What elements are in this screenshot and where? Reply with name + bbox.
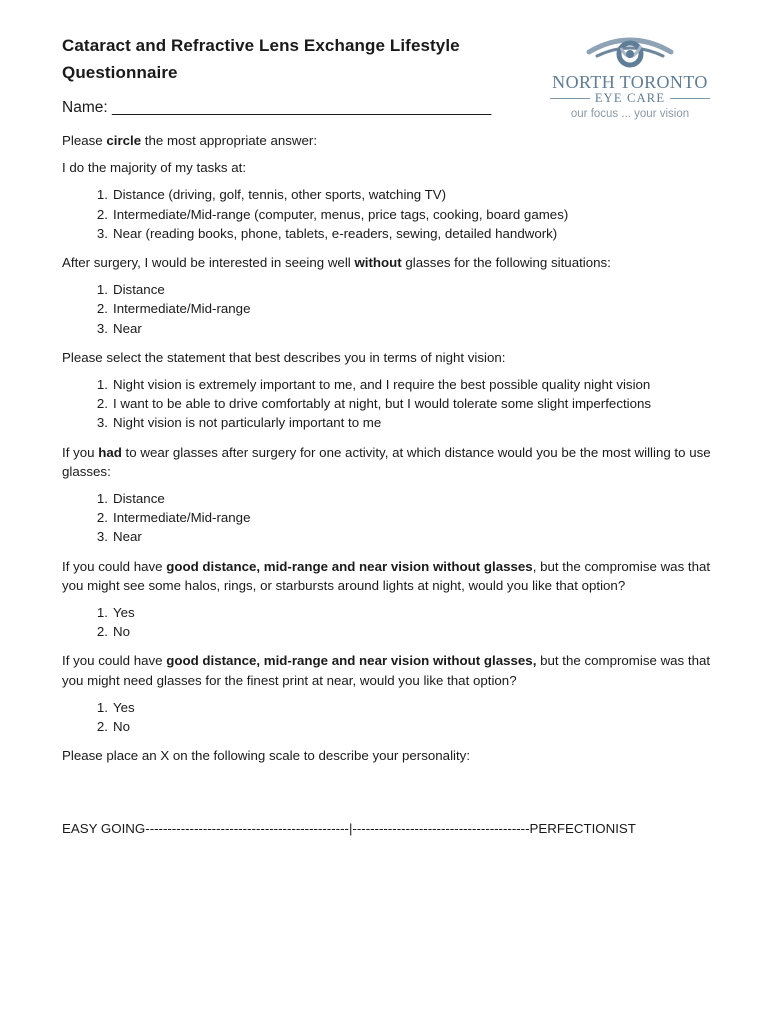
- q6-bold: good distance, mid-range and near vision without glasses,: [166, 653, 537, 669]
- option-number: 3.: [96, 320, 108, 336]
- option-text: Night vision is extremely important to me, and I require the best possible quality night vision: [113, 377, 651, 393]
- instructions-bold: circle: [106, 133, 142, 148]
- option-number: 2.: [96, 301, 108, 317]
- question-night-vision: Please select the statement that best describes you in terms of night vision:: [62, 349, 506, 365]
- option-number: 3.: [96, 225, 108, 241]
- q4-post: to wear glasses after surgery for one activity, at which distance would you be the most willing to use glasses:: [62, 444, 711, 479]
- options-without-glasses: [62, 280, 712, 338]
- option-text: Intermediate/Mid-range: [113, 510, 251, 526]
- option-item[interactable]: [62, 185, 712, 204]
- option-item[interactable]: [62, 603, 712, 622]
- option-number: 3.: [96, 415, 108, 431]
- clinic-logo: [545, 36, 715, 128]
- q4-pre: If you: [62, 444, 99, 460]
- question-without-glasses: [62, 253, 712, 272]
- option-text: Yes: [113, 605, 135, 621]
- question-tasks: I do the majority of my tasks at:: [62, 160, 247, 176]
- question-near-print: [62, 651, 712, 689]
- option-item[interactable]: [62, 717, 712, 736]
- option-text: Near: [113, 320, 142, 336]
- option-item[interactable]: [62, 622, 712, 641]
- option-number: 1.: [96, 187, 108, 203]
- option-item[interactable]: [62, 224, 712, 243]
- options-glasses-activity: [62, 489, 712, 547]
- eye-icon: [585, 36, 675, 72]
- option-item[interactable]: [62, 527, 712, 546]
- option-item[interactable]: [62, 280, 712, 299]
- scale-right-label: PERFECTIONIST: [529, 821, 636, 836]
- option-number: 1.: [96, 605, 108, 621]
- scale-right-dashes: ----------------------------------------: [352, 821, 530, 836]
- name-blank: ____________________________________________: [111, 99, 492, 116]
- option-item[interactable]: [62, 319, 712, 338]
- options-near-print: [62, 698, 712, 736]
- instructions-post: the most appropriate answer:: [141, 133, 318, 148]
- option-text: No: [113, 624, 130, 640]
- q2-post: glasses for the following situations:: [401, 255, 611, 271]
- scale-left-dashes: ----------------------------------------------: [145, 821, 349, 836]
- instructions-pre: Please: [62, 133, 107, 148]
- option-text: No: [113, 719, 130, 735]
- scale-left-label: EASY GOING: [62, 821, 146, 836]
- option-number: 2.: [96, 719, 108, 735]
- option-item[interactable]: [62, 205, 712, 224]
- option-text: Distance: [113, 491, 165, 507]
- logo-rule-right: [670, 98, 710, 99]
- logo-subtitle: EYE CARE: [594, 90, 666, 105]
- logo-brand: NORTH TORONTO: [552, 72, 708, 92]
- option-item[interactable]: [62, 394, 712, 413]
- questions: [62, 131, 712, 773]
- option-item[interactable]: [62, 508, 712, 527]
- option-item[interactable]: [62, 489, 712, 508]
- option-text: I want to be able to drive comfortably at night, but I would tolerate some slight imperfections: [113, 396, 652, 412]
- option-text: Intermediate/Mid-range (computer, menus, price tags, cooking, board games): [113, 206, 569, 222]
- options-night-vision: [62, 375, 712, 433]
- logo-rule-left: [550, 98, 590, 99]
- name-label: Name:: [62, 99, 108, 116]
- option-number: 1.: [96, 282, 108, 298]
- option-number: 2.: [96, 624, 108, 640]
- page-title: Cataract and Refractive Lens Exchange Lifestyle Questionnaire: [62, 36, 460, 82]
- scale-midpoint: |: [348, 821, 353, 836]
- options-halos: [62, 603, 712, 641]
- question-glasses-activity: [62, 443, 712, 481]
- option-number: 2.: [96, 510, 108, 526]
- name-field[interactable]: [62, 98, 491, 118]
- option-number: 1.: [96, 699, 108, 715]
- instructions: [62, 131, 712, 150]
- logo-subtitle-row: [545, 90, 715, 106]
- option-item[interactable]: [62, 413, 712, 432]
- q5-pre: If you could have: [62, 558, 167, 574]
- option-text: Intermediate/Mid-range: [113, 301, 251, 317]
- question-personality: Please place an X on the following scale to describe your personality:: [62, 748, 471, 764]
- option-number: 2.: [96, 396, 108, 412]
- q6-pre: If you could have: [62, 653, 167, 669]
- option-text: Distance: [113, 282, 165, 298]
- option-number: 2.: [96, 206, 108, 222]
- q5-bold: good distance, mid-range and near vision without glasses: [166, 558, 533, 574]
- option-text: Near (reading books, phone, tablets, e-readers, sewing, detailed handwork): [113, 225, 558, 241]
- option-number: 1.: [96, 377, 108, 393]
- option-text: Yes: [113, 699, 135, 715]
- option-text: Night vision is not particularly important to me: [113, 415, 382, 431]
- q2-pre: After surgery, I would be interested in seeing well: [62, 255, 355, 271]
- q2-bold: without: [354, 255, 402, 271]
- option-text: Distance (driving, golf, tennis, other sports, watching TV): [113, 187, 447, 203]
- personality-scale[interactable]: [62, 819, 636, 838]
- question-halos: [62, 557, 712, 595]
- q6-post: but the compromise was that you might need glasses for the finest print at near, would you like that option?: [62, 653, 711, 688]
- option-number: 3.: [96, 529, 108, 545]
- option-item[interactable]: [62, 698, 712, 717]
- option-text: Near: [113, 529, 142, 545]
- option-item[interactable]: [62, 375, 712, 394]
- option-number: 1.: [96, 491, 108, 507]
- q4-bold: had: [98, 444, 122, 460]
- q5-post: , but the compromise was that you might see some halos, rings, or starbursts around lights at night, would you like that option?: [62, 558, 711, 593]
- option-item[interactable]: [62, 299, 712, 318]
- options-tasks: [62, 185, 712, 243]
- logo-tagline: our focus ... your vision: [570, 108, 690, 120]
